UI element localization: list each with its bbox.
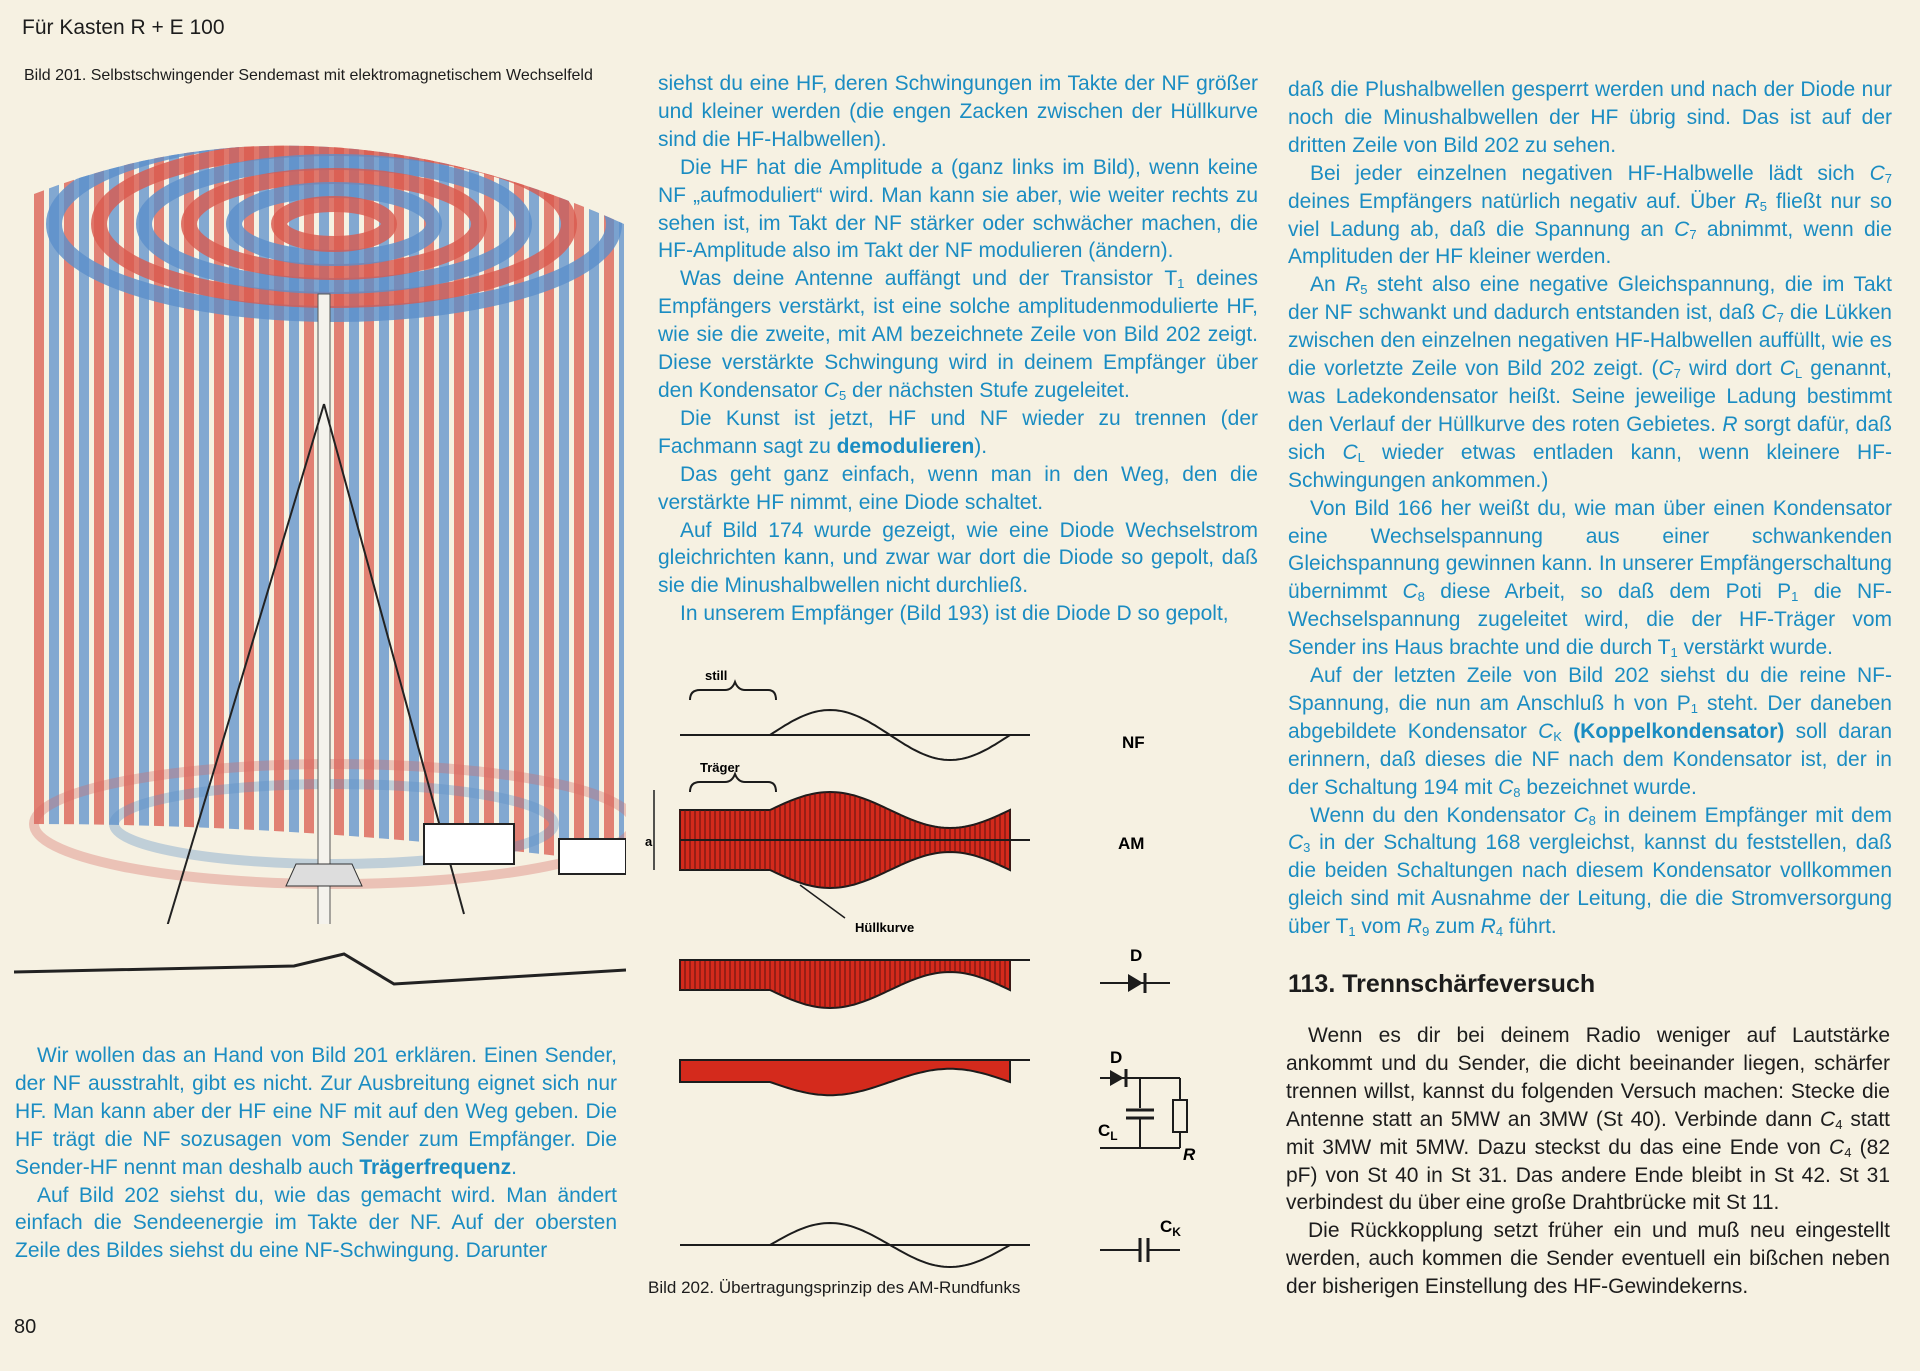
text-run: deines Empfängers natürlich negativ auf. Über xyxy=(1288,189,1745,213)
text-run: R xyxy=(1722,412,1738,436)
still-brace xyxy=(690,682,776,700)
paragraph xyxy=(1288,160,1892,272)
figure-201-caption: Bild 201. Selbstschwingender Sendemast mit elektromagnetischem Wechselfeld xyxy=(24,67,593,84)
diode-symbol xyxy=(1100,946,1170,993)
text-run: statt mit 3MW mit 5MW. Dazu steckst du das eine Ende von xyxy=(1286,1107,1890,1159)
text-run: 1 xyxy=(1348,924,1356,940)
text-run: R xyxy=(1480,915,1496,939)
text-run: 8 xyxy=(1588,812,1596,828)
text-run: C xyxy=(1573,803,1589,827)
text-run: C xyxy=(1538,719,1554,743)
text-run: in deinem Empfänger mit dem xyxy=(1595,803,1892,827)
text-run: die NF-Wechselspannung zugeleitet wird, die der HF-Träger vom Sender ins Haus brachte und die durch T xyxy=(1288,580,1892,660)
text-run: 5 xyxy=(838,387,847,403)
text-run: Wenn es dir bei deinem Radio weniger auf Lautstärke ankommt und du Sender, die dicht beeinander liegen, schärfer trennen willst, kannst du folgenden Versuch machen: Stecke die Antenne statt an 5MW an 3MW (St 40). Verbinde dann xyxy=(1286,1024,1890,1131)
label-still: still xyxy=(705,668,728,683)
house xyxy=(559,839,626,874)
text-run: 7 xyxy=(1884,170,1892,186)
text-run: Auf Bild 202 siehst du, wie das gemacht wird. Man ändert einfach die Sendeenergie im Takte der NF. Auf der obersten Zeile des Bildes siehst du eine NF-Schwingung. Darunter xyxy=(15,1183,617,1263)
text-run: soll daran erinnern, daß dieses die NF nach dem Kondensator ist, der in der Schaltung 194 mit xyxy=(1288,719,1893,799)
text-run: K xyxy=(1553,728,1562,744)
text-run: C xyxy=(1342,440,1358,464)
svg-text:D: D xyxy=(1130,946,1143,965)
text-run: C xyxy=(1402,580,1418,604)
text-run: C xyxy=(1761,301,1777,325)
text-run: vom xyxy=(1355,915,1407,939)
text-run: L xyxy=(1357,449,1365,465)
text-run: führt. xyxy=(1503,915,1557,939)
figure-201-transmitter-mast-illustration xyxy=(14,104,626,1004)
text-run: 1 xyxy=(1670,645,1678,661)
paragraph xyxy=(658,265,1258,405)
page-header: Für Kasten R + E 100 xyxy=(22,16,225,39)
filtered-envelope xyxy=(680,1060,1010,1095)
paragraph xyxy=(1288,271,1892,494)
text-run: 5 xyxy=(1759,198,1768,214)
paragraph xyxy=(658,600,1258,628)
carrier-brace xyxy=(690,774,776,792)
text-run: (Koppelkondensator) xyxy=(1573,719,1785,743)
text-run: 7 xyxy=(1689,226,1697,242)
label-am: AM xyxy=(1118,834,1145,853)
text-run: 7 xyxy=(1673,366,1681,382)
wave-stripe xyxy=(334,104,344,924)
svg-text:R: R xyxy=(1183,1145,1196,1164)
text-run: Die Rückkopplung setzt früher ein und muß neu eingestellt werden, auch kommen die Sender eventuell ein bißchen neben der bisherigen Einstellung des HF-Gewindekerns. xyxy=(1286,1219,1890,1299)
text-run: deines Empfängers verstärkt, ist eine solche amplitudenmodulierte HF, wie sie die zweite, mit AM bezeichnete Zeile von Bild 202 zeigt. Diese verstärkte Schwingung wird in deinem Empfänger über den Kondensator xyxy=(658,267,1258,402)
middle-column-text xyxy=(658,70,1258,628)
paragraph xyxy=(15,1182,617,1266)
text-run: Was deine Antenne auffängt und der Transistor T xyxy=(680,267,1178,291)
wave-stripe xyxy=(124,104,134,924)
svg-text:CL: $C_L$ xyxy=(1098,1121,1118,1143)
paragraph xyxy=(1288,76,1892,160)
left-column-text xyxy=(15,1042,617,1265)
pointer-line xyxy=(800,885,845,918)
text-run: Auf Bild 174 wurde gezeigt, wie eine Diode Wechselstrom gleichrichten kann, und zwar war dort die Diode so gepolt, daß sie die Minushalbwellen nicht durchließ. xyxy=(658,518,1258,598)
text-run: (82 pF) von St 40 in St 31. Das andere Ende bleibt in St 42. St 31 verbindest du über eine große Drahtbrücke mit St 11. xyxy=(1286,1135,1891,1215)
text-run: 4 xyxy=(1835,1116,1843,1132)
wave-stripe xyxy=(364,104,374,924)
text-run: Die Kunst ist jetzt, HF und NF wieder zu trennen (der Fachmann sagt zu xyxy=(658,406,1258,458)
text-run: 1 xyxy=(1690,700,1699,716)
paragraph xyxy=(1288,662,1892,802)
text-run: 4 xyxy=(1844,1144,1852,1160)
wave-stripe xyxy=(244,104,254,924)
text-run: 1 xyxy=(1177,276,1185,292)
text-run: diese Arbeit, so daß dem Poti P xyxy=(1424,580,1792,604)
wave-stripe xyxy=(304,104,314,924)
text-run: 1 xyxy=(1791,589,1799,605)
mast-base xyxy=(286,864,362,886)
text-run: R xyxy=(1406,915,1423,939)
paragraph xyxy=(1288,802,1892,942)
text-run: C xyxy=(1869,161,1885,185)
wave-stripe xyxy=(34,104,44,924)
right-column-text xyxy=(1288,76,1892,941)
text-run: 9 xyxy=(1422,924,1430,940)
svg-text:D: D xyxy=(1110,1048,1123,1067)
section-heading: 113. Trennschärfeversuch xyxy=(1288,970,1596,998)
figure-202-caption: Bild 202. Übertragungsprinzip des AM-Rundfunks xyxy=(648,1278,1021,1297)
text-run: 5 xyxy=(1360,282,1368,298)
wave-stripe xyxy=(109,104,119,924)
paragraph xyxy=(1288,495,1892,662)
text-run: fließt nur so viel Ladung ab, daß die Spannung an xyxy=(1288,189,1893,241)
wave-stripe xyxy=(409,104,419,924)
wave-stripe xyxy=(259,104,269,924)
label-nf: NF xyxy=(1122,733,1145,752)
text-run: wieder etwas entladen kann, wenn kleinere HF-Schwingungen ankommen.) xyxy=(1288,440,1892,492)
text-run: bezeichnet wurde. xyxy=(1520,775,1697,799)
text-run: Die HF hat die Amplitude a (ganz links im Bild), wenn keine NF „aufmoduliert“ wird. Man kann sie aber, wie weiter rechts zu sehen ist, im Takt der NF stärker oder schwächer machen, die HF-Amplitude also im Takt der NF modulieren (ändern). xyxy=(658,155,1258,263)
text-run: verstärkt wurde. xyxy=(1677,636,1833,660)
text-run: der nächsten Stufe zugeleitet. xyxy=(846,378,1130,402)
text-run: 3 xyxy=(1303,840,1311,856)
demodulator-circuit-symbol xyxy=(1098,1048,1196,1164)
paragraph xyxy=(658,405,1258,461)
text-run: Wir wollen das an Hand von Bild 201 erklären. Einen Sender, der NF ausstrahlt, gibt es nicht. Zur Ausbreitung eignet sich nur HF. Man kann aber der HF eine NF mit auf den Weg geben. Die HF trägt die NF sozusagen vom Sender zum Empfänger. Die Sender-HF nennt man deshalb auch xyxy=(15,1044,617,1179)
label-huellkurve: Hüllkurve xyxy=(855,920,915,935)
text-run: Auf der letzten Zeile von Bild 202 siehst du die reine NF-Spannung, die nun am Anschluß h von P xyxy=(1288,664,1892,715)
section-text xyxy=(1286,1022,1890,1301)
text-run: zum xyxy=(1429,915,1481,939)
text-run: Wenn du den Kondensator xyxy=(1310,803,1574,827)
paragraph xyxy=(15,1042,617,1182)
label-a: a xyxy=(645,834,653,849)
text-run: L xyxy=(1794,366,1803,382)
wave-stripe xyxy=(454,104,464,924)
paragraph xyxy=(658,517,1258,601)
wave-stripe xyxy=(589,104,599,924)
text-run: C xyxy=(1820,1107,1836,1131)
wave-stripe xyxy=(214,104,224,924)
text-run: R xyxy=(1744,189,1760,213)
text-run: Das geht ganz einfach, wenn man in den Weg, den die verstärkte HF nimmt, eine Diode schaltet. xyxy=(658,462,1258,514)
text-run: steht. Der daneben abgebildete Kondensator xyxy=(1288,691,1892,743)
text-run: steht also eine negative Gleichspannung, die im Takt der NF schwankt und dadurch entstanden ist, daß xyxy=(1288,273,1892,325)
text-run: siehst du eine HF, deren Schwingungen im Takte der NF größer und kleiner werden (die engen Zacken zwischen der Hüllkurve sind die HF-Halbwellen). xyxy=(658,72,1258,151)
text-run: Von Bild 166 her weißt du, wie man über einen Kondensator eine Wechselspannung aus einer schwankenden Gleichspannung gewinnen kann. In unserer Empfängerschaltung übernimmt xyxy=(1288,496,1892,604)
paragraph xyxy=(658,461,1258,517)
wave-stripe xyxy=(79,104,89,924)
coupling-capacitor-symbol xyxy=(1100,1217,1181,1262)
text-run: Bei jeder einzelnen negativen HF-Halbwelle lädt sich xyxy=(1310,161,1870,185)
text-run: in der Schaltung 168 vergleichst, kannst du feststellen, daß die beiden Schaltungen nach diesem Kondensator vollkommen gleich sind mit Ausnahme der Leitung, die die Stromversorgung über T xyxy=(1288,831,1892,939)
text-run xyxy=(1562,720,1573,743)
text-run: C xyxy=(1829,1135,1845,1159)
text-run: C xyxy=(1779,357,1795,381)
text-run: 8 xyxy=(1417,589,1425,605)
text-run: abnimmt, wenn die Amplituden der HF kleiner werden. xyxy=(1288,217,1892,269)
text-run: Trägerfrequenz xyxy=(359,1155,512,1179)
page-number: 80 xyxy=(14,1316,37,1338)
text-run: demodulieren xyxy=(836,434,975,458)
text-run: die Lükken zwischen den einzelnen negativen HF-Halbwellen auffüllt, wie es die vorletzte Zeile von Bild 202 zeigt. ( xyxy=(1288,301,1892,381)
paragraph xyxy=(658,70,1258,154)
text-run: R xyxy=(1345,273,1361,297)
house xyxy=(424,824,514,864)
text-run: An xyxy=(1310,273,1346,297)
text-run: C xyxy=(1674,217,1690,241)
paragraph xyxy=(1286,1217,1890,1301)
text-run: wird dort xyxy=(1680,357,1780,381)
figure-202-am-diagram xyxy=(640,660,1240,1280)
text-run: genannt, was Ladekondensator heißt. Seine jeweilige Ladung bestimmt den Verlauf der Hüllkurve des roten Gebietes. xyxy=(1288,357,1892,436)
text-run: ). xyxy=(974,434,988,458)
text-run: . xyxy=(511,1155,517,1179)
text-run: 7 xyxy=(1776,310,1784,326)
text-run: sorgt dafür, daß sich xyxy=(1288,412,1892,464)
text-run: 4 xyxy=(1495,924,1504,940)
text-run: C xyxy=(823,378,839,402)
text-run: 8 xyxy=(1513,784,1521,800)
text-run: C xyxy=(1658,357,1674,381)
text-run: C xyxy=(1288,831,1304,855)
wave-stripe xyxy=(544,104,554,924)
label-traeger: Träger xyxy=(700,760,740,775)
text-run: daß die Plushalbwellen gesperrt werden und nach der Diode nur noch die Minushalbwellen der HF übrig sind. Das ist auf der dritten Zeile von Bild 202 zu sehen. xyxy=(1288,78,1892,157)
paragraph xyxy=(1286,1022,1890,1217)
text-run: C xyxy=(1498,775,1514,799)
svg-text:CK: $C_K$ xyxy=(1160,1217,1181,1239)
paragraph xyxy=(658,154,1258,266)
text-run: In unserem Empfänger (Bild 193) ist die Diode D so gepolt, xyxy=(680,602,1229,626)
